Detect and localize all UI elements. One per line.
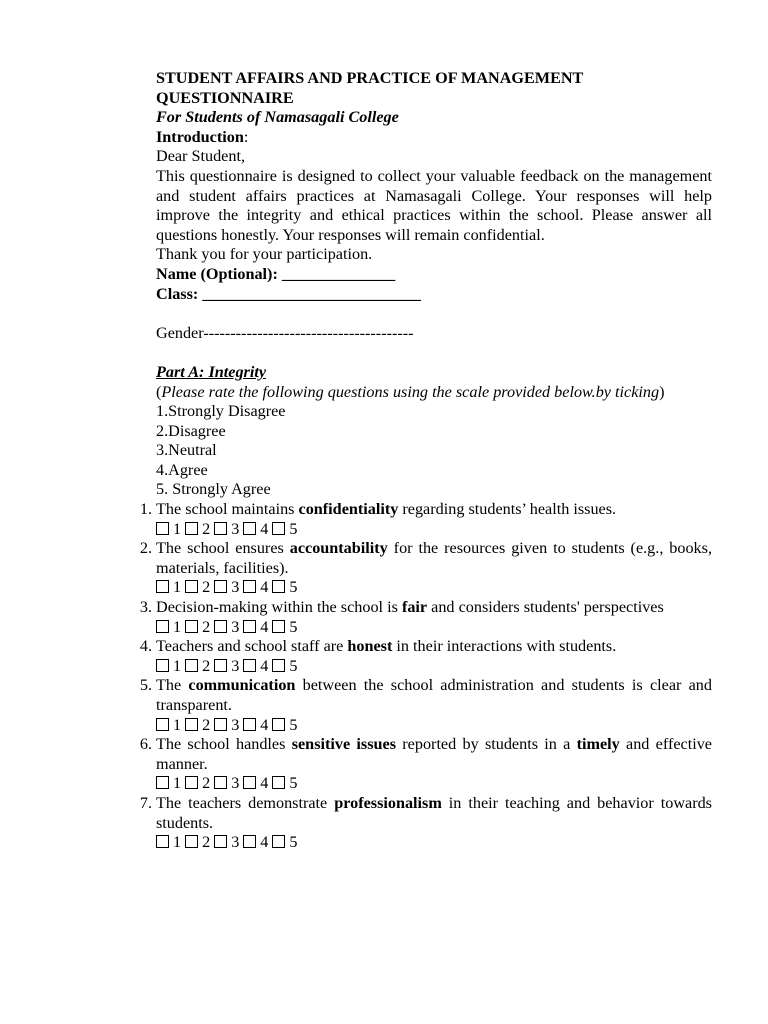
rating-checkbox[interactable] bbox=[272, 620, 285, 633]
greeting: Dear Student, bbox=[156, 147, 246, 166]
spacer bbox=[156, 304, 712, 324]
rating-option-label: 2 bbox=[202, 774, 211, 793]
question-text-part: and effective manner. bbox=[156, 735, 712, 773]
question-text-part: regarding students’ health issues. bbox=[398, 500, 617, 519]
rating-checkbox[interactable] bbox=[243, 835, 256, 848]
rating-option-label: 1 bbox=[173, 833, 182, 852]
rating-checkbox[interactable] bbox=[272, 718, 285, 731]
rating-option-label: 4 bbox=[260, 519, 269, 538]
question-text bbox=[156, 735, 712, 774]
rating-option-label: 1 bbox=[173, 715, 182, 734]
rating-scale bbox=[156, 716, 712, 736]
rating-checkbox[interactable] bbox=[272, 580, 285, 593]
question-keyword: accountability bbox=[289, 539, 388, 558]
rating-option-label: 1 bbox=[173, 617, 182, 636]
part-a-title: Part A: Integrity bbox=[156, 362, 267, 381]
scale-legend bbox=[156, 402, 712, 500]
instruction-open: ( bbox=[156, 382, 162, 401]
rating-option-label: 3 bbox=[231, 715, 240, 734]
question-text bbox=[156, 676, 712, 715]
rating-checkbox[interactable] bbox=[243, 620, 256, 633]
rating-checkbox[interactable] bbox=[156, 580, 169, 593]
instruction-close: ) bbox=[659, 382, 665, 401]
question-keyword: sensitive issues bbox=[291, 735, 397, 754]
document-subtitle: For Students of Namasagali College bbox=[156, 108, 399, 127]
rating-checkbox[interactable] bbox=[156, 835, 169, 848]
question-number: 5. bbox=[139, 676, 152, 695]
rating-option-label: 4 bbox=[260, 774, 269, 793]
rating-checkbox[interactable] bbox=[243, 580, 256, 593]
question-item bbox=[139, 637, 712, 676]
question-text bbox=[156, 598, 712, 618]
rating-scale bbox=[156, 657, 712, 677]
rating-option-label: 2 bbox=[202, 617, 211, 636]
scale-legend-item: 5. Strongly Agree bbox=[156, 480, 271, 499]
rating-checkbox[interactable] bbox=[156, 522, 169, 535]
rating-option-label: 4 bbox=[260, 617, 269, 636]
introduction-colon: : bbox=[243, 127, 249, 146]
rating-checkbox[interactable] bbox=[272, 776, 285, 789]
introduction-label: Introduction bbox=[156, 127, 244, 146]
question-text-part: between the school administration and students is clear and transparent. bbox=[156, 676, 712, 714]
question-text-part: reported by students in a bbox=[396, 735, 577, 754]
rating-checkbox[interactable] bbox=[214, 718, 227, 731]
thanks-line: Thank you for your participation. bbox=[156, 245, 373, 264]
rating-checkbox[interactable] bbox=[243, 776, 256, 789]
rating-checkbox[interactable] bbox=[185, 835, 198, 848]
rating-option-label: 3 bbox=[231, 578, 240, 597]
rating-option-label: 5 bbox=[289, 617, 298, 636]
rating-checkbox[interactable] bbox=[214, 776, 227, 789]
question-text-part: and considers students' perspectives bbox=[427, 598, 664, 617]
rating-option-label: 2 bbox=[202, 578, 211, 597]
rating-option-label: 2 bbox=[202, 519, 211, 538]
rating-option-label: 3 bbox=[231, 656, 240, 675]
question-keyword: fair bbox=[401, 598, 428, 617]
instruction-text: Please rate the following questions using the scale provided below.by ticking bbox=[161, 382, 660, 401]
rating-instruction bbox=[109, 383, 712, 403]
rating-checkbox[interactable] bbox=[156, 659, 169, 672]
gender-field: Gender--------------------------------------- bbox=[156, 323, 414, 342]
rating-checkbox[interactable] bbox=[214, 522, 227, 535]
rating-scale bbox=[156, 833, 712, 853]
rating-option-label: 3 bbox=[231, 833, 240, 852]
rating-checkbox[interactable] bbox=[156, 718, 169, 731]
document-title: STUDENT AFFAIRS AND PRACTICE OF MANAGEMENT QUESTIONNAIRE bbox=[156, 69, 584, 107]
rating-option-label: 3 bbox=[231, 617, 240, 636]
question-item bbox=[139, 735, 712, 794]
question-keyword: honest bbox=[347, 637, 393, 656]
introduction-heading bbox=[156, 128, 712, 148]
rating-option-label: 2 bbox=[202, 715, 211, 734]
class-field: Class: ___________________________ bbox=[156, 284, 421, 303]
question-keyword: timely bbox=[576, 735, 620, 754]
rating-checkbox[interactable] bbox=[214, 835, 227, 848]
rating-option-label: 3 bbox=[231, 519, 240, 538]
rating-checkbox[interactable] bbox=[272, 522, 285, 535]
rating-option-label: 5 bbox=[289, 656, 298, 675]
rating-checkbox[interactable] bbox=[185, 522, 198, 535]
question-text bbox=[156, 794, 712, 833]
rating-checkbox[interactable] bbox=[185, 620, 198, 633]
question-item bbox=[139, 793, 712, 853]
rating-checkbox[interactable] bbox=[156, 776, 169, 789]
question-text-part: Decision-making within the school is bbox=[156, 598, 402, 617]
question-text-part: The bbox=[156, 676, 189, 695]
rating-option-label: 5 bbox=[289, 774, 298, 793]
rating-option-label: 2 bbox=[202, 656, 211, 675]
rating-scale bbox=[156, 520, 712, 540]
scale-legend-item: 4.Agree bbox=[156, 460, 208, 479]
rating-checkbox[interactable] bbox=[185, 659, 198, 672]
question-keyword: confidentiality bbox=[298, 500, 399, 519]
question-keyword: professionalism bbox=[334, 793, 442, 812]
rating-checkbox[interactable] bbox=[214, 620, 227, 633]
rating-option-label: 5 bbox=[289, 519, 298, 538]
question-text bbox=[156, 637, 712, 657]
rating-option-label: 1 bbox=[173, 578, 182, 597]
rating-checkbox[interactable] bbox=[272, 659, 285, 672]
rating-option-label: 5 bbox=[289, 715, 298, 734]
name-field: Name (Optional): ______________ bbox=[156, 264, 396, 283]
question-text-part: in their teaching and behavior towards students. bbox=[156, 793, 712, 832]
rating-option-label: 5 bbox=[289, 578, 298, 597]
question-list bbox=[139, 500, 713, 853]
rating-checkbox[interactable] bbox=[243, 718, 256, 731]
question-text bbox=[156, 539, 712, 578]
question-text-part: in their interactions with students. bbox=[392, 637, 617, 656]
rating-scale bbox=[156, 618, 712, 638]
rating-checkbox[interactable] bbox=[272, 835, 285, 848]
scale-legend-item: 2.Disagree bbox=[156, 421, 226, 440]
rating-checkbox[interactable] bbox=[214, 580, 227, 593]
rating-option-label: 5 bbox=[289, 833, 298, 852]
question-text-part: The school maintains bbox=[156, 500, 299, 519]
question-number: 3. bbox=[139, 598, 152, 617]
rating-checkbox[interactable] bbox=[243, 659, 256, 672]
rating-option-label: 1 bbox=[173, 656, 182, 675]
rating-scale bbox=[156, 774, 712, 794]
question-number: 2. bbox=[139, 539, 152, 558]
rating-checkbox[interactable] bbox=[185, 718, 198, 731]
question-item bbox=[139, 598, 712, 637]
rating-checkbox[interactable] bbox=[243, 522, 256, 535]
rating-checkbox[interactable] bbox=[156, 620, 169, 633]
question-number: 4. bbox=[139, 637, 152, 656]
question-item bbox=[139, 539, 713, 598]
question-text-part: Teachers and school staff are bbox=[156, 637, 348, 656]
question-item bbox=[139, 676, 712, 735]
question-number: 7. bbox=[139, 793, 152, 812]
rating-option-label: 3 bbox=[231, 774, 240, 793]
rating-checkbox[interactable] bbox=[185, 776, 198, 789]
rating-option-label: 1 bbox=[173, 519, 182, 538]
questionnaire-page bbox=[139, 69, 713, 853]
question-text-part: for the resources given to students (e.g., books, materials, facilities). bbox=[156, 539, 713, 577]
rating-option-label: 4 bbox=[260, 715, 269, 734]
question-number: 6. bbox=[139, 735, 152, 754]
question-number: 1. bbox=[139, 500, 152, 519]
rating-option-label: 4 bbox=[260, 833, 269, 852]
rating-checkbox[interactable] bbox=[214, 659, 227, 672]
question-keyword: communication bbox=[188, 676, 296, 695]
rating-checkbox[interactable] bbox=[185, 580, 198, 593]
rating-option-label: 4 bbox=[260, 656, 269, 675]
scale-legend-item: 1.Strongly Disagree bbox=[156, 402, 286, 421]
rating-option-label: 1 bbox=[173, 774, 182, 793]
spacer bbox=[156, 343, 712, 363]
rating-option-label: 2 bbox=[202, 833, 211, 852]
rating-option-label: 4 bbox=[260, 578, 269, 597]
question-item bbox=[139, 500, 712, 539]
question-text bbox=[156, 500, 712, 520]
scale-legend-item: 3.Neutral bbox=[156, 441, 217, 460]
question-text-part: The school ensures bbox=[156, 539, 290, 558]
intro-paragraph: This questionnaire is designed to collect your valuable feedback on the management and student affairs practices at Namasagali College. Your responses will help improve the integrity and ethical practices within the school. Please answer all questions honestly. Your responses will remain confidential. bbox=[156, 166, 712, 244]
question-text-part: The school handles bbox=[156, 735, 292, 754]
rating-scale bbox=[156, 578, 712, 598]
question-text-part: The teachers demonstrate bbox=[156, 793, 335, 812]
